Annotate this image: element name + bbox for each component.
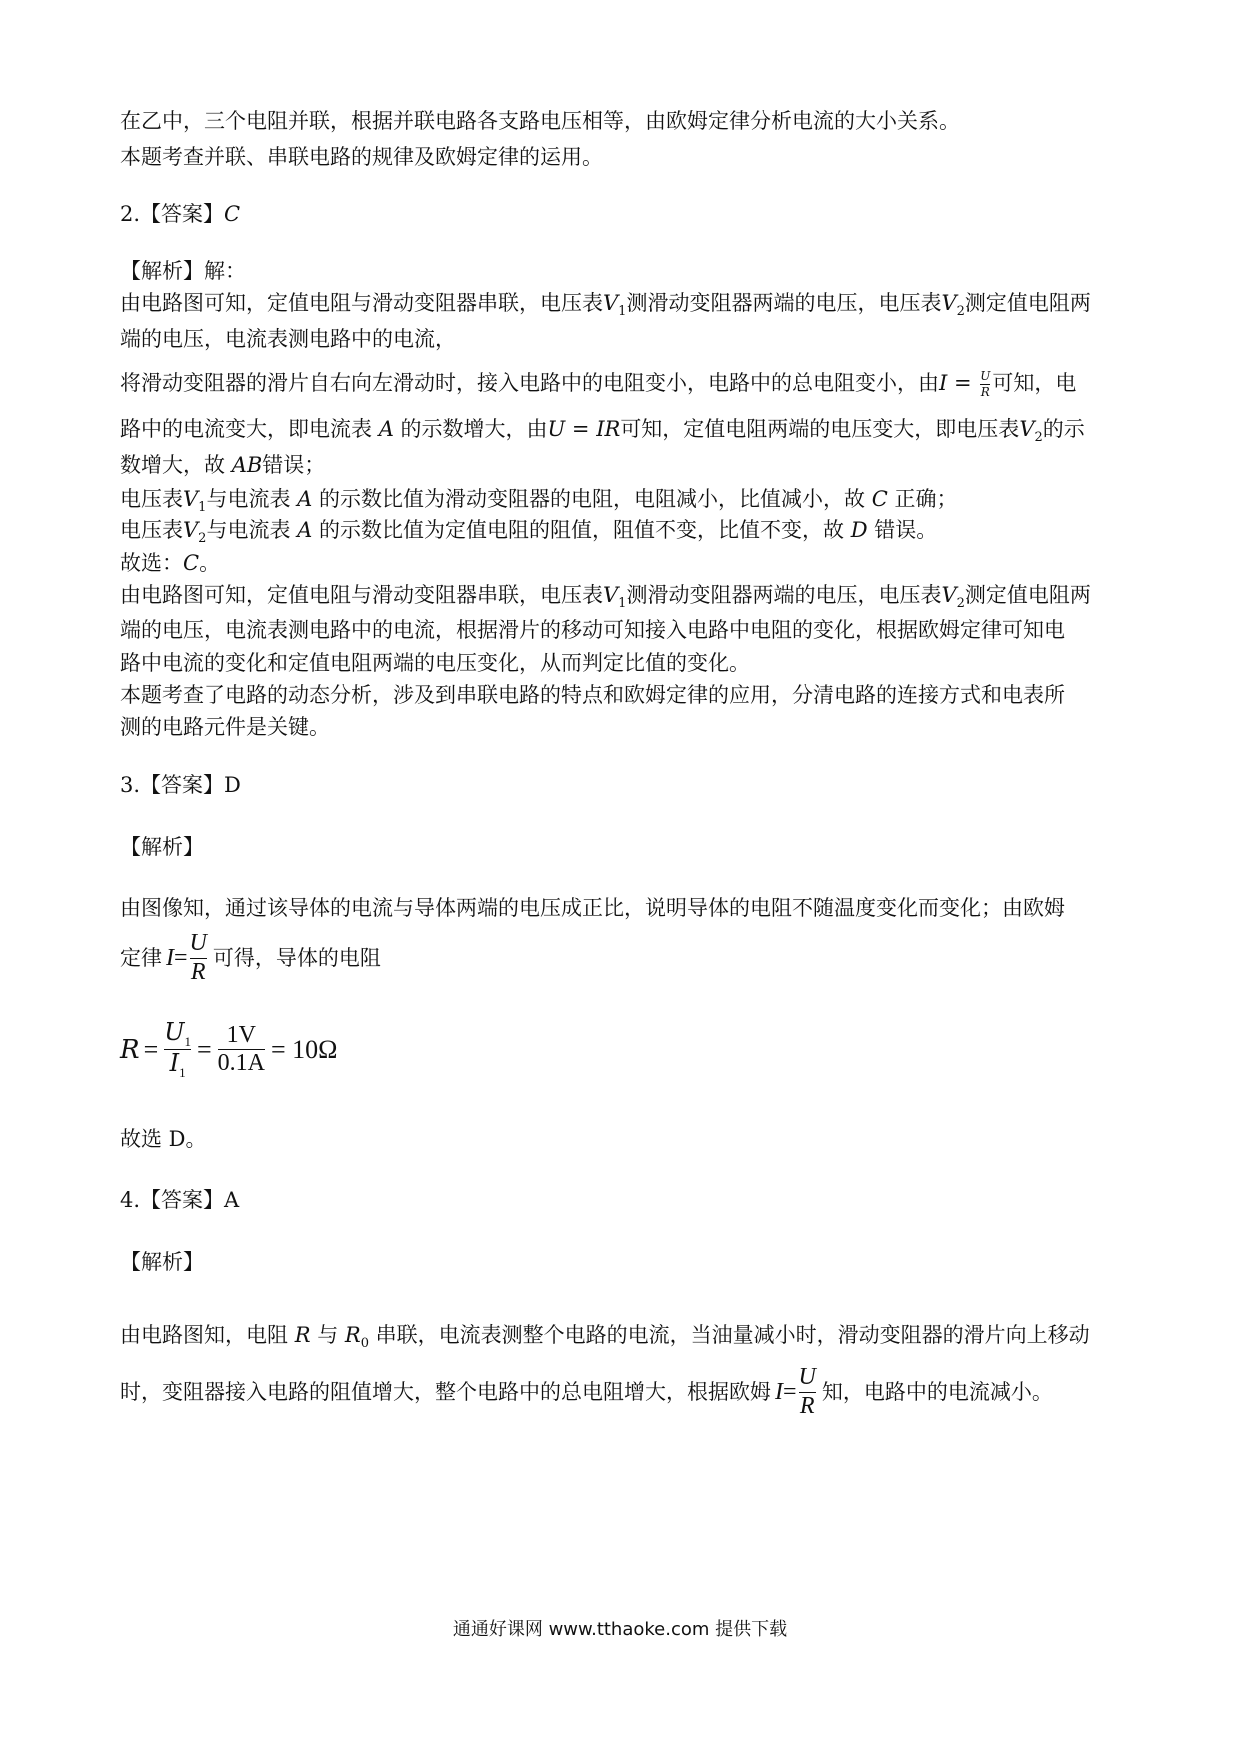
- numerator: U: [164, 1018, 185, 1046]
- numerator: U: [189, 930, 207, 957]
- text-line: [120, 548, 220, 578]
- text-line: [120, 414, 1085, 453]
- numerator: U: [798, 1364, 816, 1391]
- symbol-c: C: [183, 551, 200, 575]
- answer-heading: 4.【答案】A: [120, 1188, 240, 1212]
- equals-sign: =: [565, 417, 597, 441]
- text-line: 本题考查了电路的动态分析，涉及到串联电路的特点和欧姆定律的应用，分清电路的连接方式和电表所: [120, 683, 1065, 707]
- equals-sign: =: [947, 371, 979, 395]
- text-span: 与电流表: [206, 487, 291, 511]
- answer-value: C: [224, 202, 241, 226]
- text-span: 与: [317, 1323, 339, 1347]
- answer-label: 2.【答案】: [120, 202, 225, 226]
- text-line: 故选 D。: [120, 1127, 207, 1151]
- subscript: 2: [198, 531, 207, 547]
- text-line: 由图像知，通过该导体的电流与导体两端的电压成正比，说明导体的电阻不随温度变化而变化；由欧姆: [120, 896, 1065, 920]
- text-span: 测滑动变阻器两端的电压，电压表: [626, 583, 942, 607]
- text-line: [120, 368, 1076, 399]
- text-line: [120, 288, 1091, 327]
- symbol-v: V: [603, 291, 619, 315]
- text-span: 可得，导体的电阻: [212, 946, 381, 970]
- text-span: 串联，电流表测整个电路的电流，当油量减小时，滑动变阻器的滑片向上移动: [375, 1323, 1090, 1347]
- subscript: 1: [184, 1033, 191, 1049]
- equation-result: = 10Ω: [271, 1034, 338, 1064]
- symbol-r: R: [120, 1034, 140, 1065]
- text-span: 的示数增大，由: [400, 417, 548, 441]
- symbol-i: I: [775, 1379, 783, 1405]
- text-line: [120, 450, 325, 480]
- subscript: 1: [618, 304, 627, 320]
- symbol-a: A: [297, 518, 313, 542]
- symbol-v: V: [183, 487, 199, 511]
- text-span: 错误。: [874, 518, 938, 542]
- symbol-v: V: [941, 583, 957, 607]
- text-span: 错误；: [262, 453, 326, 477]
- analysis-heading: 【解析】: [120, 835, 204, 859]
- text-span: 数增大，故: [120, 453, 225, 477]
- denominator: I: [169, 1049, 180, 1078]
- fraction-u-over-r: [980, 370, 990, 398]
- denominator: 0.1A: [217, 1050, 265, 1077]
- text-span: 知，电路中的电流减小。: [821, 1380, 1053, 1404]
- text-span: 可知，电: [992, 371, 1077, 395]
- fraction-u-over-r: [190, 931, 207, 984]
- subscript: 1: [198, 500, 207, 516]
- text-line: [120, 1320, 1090, 1359]
- text-span: 时，变阻器接入电路的阻值增大，整个电路中的总电阻增大，根据欧姆: [120, 1380, 771, 1404]
- text-span: 测定值电阻两: [964, 291, 1091, 315]
- denominator: R: [980, 385, 990, 399]
- text-span: 将滑动变阻器的滑片自右向左滑动时，接入电路中的电阻变小，电路中的总电阻变小，由: [120, 371, 939, 395]
- fraction-u1-over-i1: [164, 1020, 191, 1080]
- symbol-ab: AB: [231, 453, 263, 477]
- text-span: 的示数比值为定值电阻的阻值，阻值不变，比值不变，故: [319, 518, 844, 542]
- text-span: 的示数比值为滑动变阻器的电阻，电阻减小，比值减小，故: [319, 487, 865, 511]
- denominator: R: [190, 958, 206, 985]
- symbol-i: I: [166, 945, 174, 971]
- subscript: 1: [179, 1065, 186, 1081]
- text-span: 正确；: [894, 487, 958, 511]
- analysis-heading: 【解析】解：: [120, 259, 246, 283]
- subscript: 0: [360, 1336, 369, 1352]
- text-line: [120, 1362, 1053, 1422]
- answer-heading: 3.【答案】D: [120, 773, 241, 797]
- text-line: 测的电路元件是关键。: [120, 715, 330, 739]
- text-span: 。: [199, 551, 221, 575]
- fraction-1v-over-0-1a: [218, 1023, 265, 1076]
- text-line: [120, 580, 1091, 619]
- symbol-c: C: [871, 487, 888, 511]
- symbol-r: R: [294, 1323, 311, 1347]
- analysis-heading: 【解析】: [120, 1250, 204, 1274]
- text-line: [120, 928, 381, 988]
- symbol-a: A: [378, 417, 394, 441]
- text-line: 在乙中，三个电阻并联，根据并联电路各支路电压相等，由欧姆定律分析电流的大小关系。: [120, 109, 960, 133]
- text-line: 路中电流的变化和定值电阻两端的电压变化，从而判定比值的变化。: [120, 651, 750, 675]
- text-span: 的示: [1042, 417, 1085, 441]
- symbol-v: V: [603, 583, 619, 607]
- symbol-i: I: [939, 371, 948, 395]
- subscript: 2: [956, 596, 965, 612]
- text-span: 路中的电流变大，即电流表: [120, 417, 372, 441]
- subscript: 2: [956, 304, 965, 320]
- text-span: 电压表: [120, 518, 183, 542]
- equals-sign: =: [174, 945, 188, 971]
- symbol-v: V: [1019, 417, 1035, 441]
- text-line: [120, 515, 937, 554]
- text-line: 端的电压，电流表测电路中的电流，: [120, 327, 456, 351]
- subscript: 2: [1034, 430, 1043, 446]
- text-span: 定律: [120, 946, 162, 970]
- document-page: [120, 0, 1130, 1754]
- fraction-u-over-r: [799, 1365, 816, 1418]
- text-span: 测滑动变阻器两端的电压，电压表: [626, 291, 942, 315]
- symbol-d: D: [850, 518, 868, 542]
- equals-sign: =: [783, 1379, 797, 1405]
- numerator: 1V: [226, 1022, 256, 1049]
- text-span: 由电路图可知，定值电阻与滑动变阻器串联，电压表: [120, 291, 603, 315]
- page-footer: 通通好课网 www.tthaoke.com 提供下载: [452, 1619, 788, 1640]
- symbol-v: V: [183, 518, 199, 542]
- text-span: 由电路图可知，定值电阻与滑动变阻器串联，电压表: [120, 583, 603, 607]
- denominator: R: [799, 1392, 815, 1419]
- equals-sign: =: [196, 1034, 212, 1064]
- symbol-ir: IR: [596, 417, 621, 441]
- symbol-r0: R: [344, 1323, 361, 1347]
- text-span: 由电路图知，电阻: [120, 1323, 288, 1347]
- text-span: 可知，定值电阻两端的电压变大，即电压表: [620, 417, 1020, 441]
- resistance-equation: [120, 1020, 338, 1080]
- answer-heading: [120, 199, 240, 229]
- text-span: 与电流表: [206, 518, 291, 542]
- text-span: 测定值电阻两: [964, 583, 1091, 607]
- text-span: 故选：: [120, 551, 183, 575]
- symbol-a: A: [297, 487, 313, 511]
- subscript: 1: [618, 596, 627, 612]
- text-span: 电压表: [120, 487, 183, 511]
- equals-sign: =: [143, 1034, 159, 1064]
- numerator: U: [980, 369, 991, 384]
- text-line: 端的电压，电流表测电路中的电流，根据滑片的移动可知接入电路中电阻的变化，根据欧姆定律可知电: [120, 618, 1065, 642]
- text-line: 本题考查并联、串联电路的规律及欧姆定律的运用。: [120, 145, 603, 169]
- symbol-u: U: [547, 417, 566, 441]
- symbol-v: V: [941, 291, 957, 315]
